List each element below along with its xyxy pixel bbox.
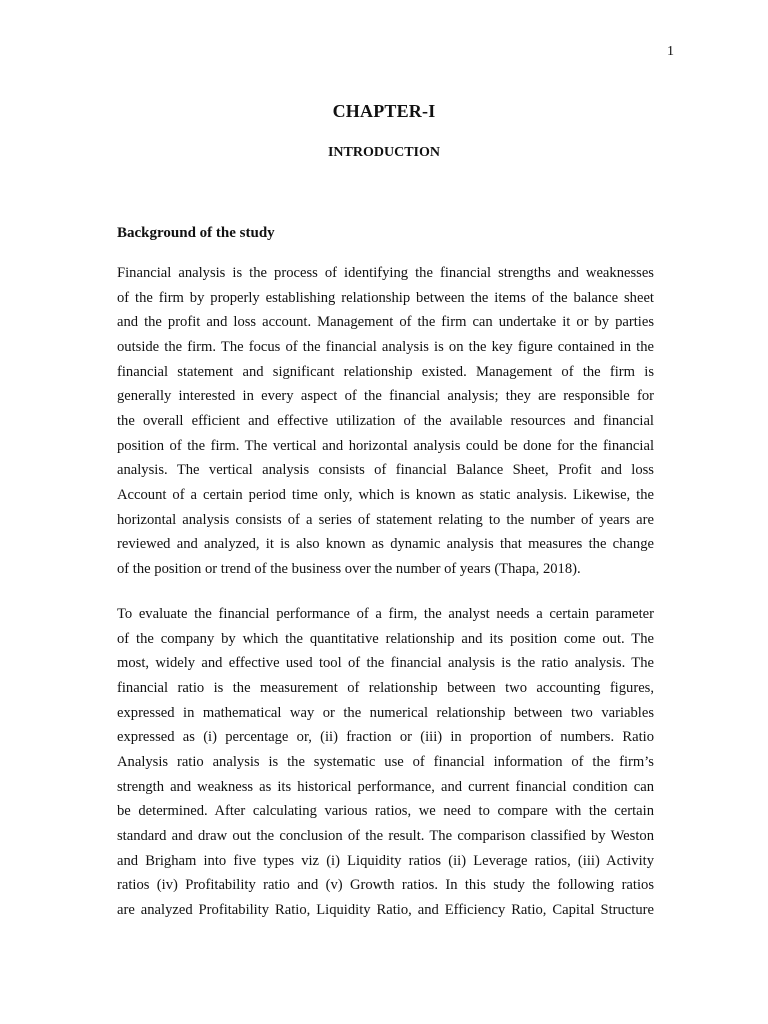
paragraph-line: position of the firm. The vertical and horizontal analysis could be done for the financial — [117, 437, 654, 454]
paragraph-line: of the company by which the quantitative relationship and its position come out. The — [117, 630, 654, 647]
section-heading: Background of the study — [117, 225, 275, 241]
paragraph-line: of the firm by properly establishing relationship between the items of the balance sheet — [117, 289, 654, 306]
paragraph-line: and the profit and loss account. Management of the firm can undertake it or by parties — [117, 314, 654, 331]
paragraph-line: standard and draw out the conclusion of the result. The comparison classified by Weston — [117, 827, 654, 844]
paragraph-line: financial ratio is the measurement of relationship between two accounting figures, — [117, 679, 654, 696]
chapter-subtitle: INTRODUCTION — [327, 145, 440, 160]
paragraph-line: Financial analysis is the process of identifying the financial strengths and weaknesses — [117, 265, 654, 281]
paragraph-background-2 — [117, 602, 654, 923]
paragraph-line: ratios (iv) Profitability ratio and (v) Growth ratios. In this study the following ratios — [117, 877, 654, 894]
paragraph-line: strength and weakness as its historical performance, and current financial condition can — [117, 778, 654, 795]
paragraph-line: outside the firm. The focus of the financial analysis is on the key figure contained in the — [117, 338, 654, 355]
paragraph-line: financial statement and significant relationship existed. Management of the firm is — [117, 363, 654, 380]
paragraph-line: To evaluate the financial performance of a firm, the analyst needs a certain parameter — [117, 606, 654, 622]
paragraph-line: expressed as (i) percentage or, (ii) fraction or (iii) in proportion of numbers. Ratio — [117, 729, 654, 746]
paragraph-line: analysis. The vertical analysis consists of financial Balance Sheet, Profit and loss — [117, 462, 654, 479]
paragraph-line: of the position or trend of the business over the number of years (Thapa, 2018). — [117, 560, 581, 577]
page-number: 1 — [667, 44, 674, 59]
chapter-title: CHAPTER-I — [332, 101, 436, 121]
paragraph-line: expressed in mathematical way or the numerical relationship between two variables — [117, 704, 654, 721]
paragraph-line: and Brigham into five types viz (i) Liquidity ratios (ii) Leverage ratios, (iii) Activity — [117, 852, 654, 869]
paragraph-line: Analysis ratio analysis is the systematic use of financial information of the firm’s — [117, 753, 654, 770]
paragraph-line: are analyzed Profitability Ratio, Liquidity Ratio, and Efficiency Ratio, Capital Structure — [117, 901, 654, 918]
paragraph-background-1 — [117, 261, 654, 582]
paragraph-line: most, widely and effective used tool of the financial analysis is the ratio analysis. The — [117, 655, 654, 672]
paragraph-line: be determined. After calculating various ratios, we need to compare with the certain — [117, 803, 654, 820]
paragraph-line: the overall efficient and effective utilization of the available resources and financial — [117, 412, 654, 429]
paragraph-line: Account of a certain period time only, which is known as static analysis. Likewise, the — [117, 486, 654, 503]
paragraph-line: generally interested in every aspect of the financial analysis; they are responsible for — [117, 388, 654, 405]
paragraph-line: reviewed and analyzed, it is also known as dynamic analysis that measures the change — [117, 536, 654, 553]
paragraph-line: horizontal analysis consists of a series of statement relating to the number of years are — [117, 511, 654, 528]
